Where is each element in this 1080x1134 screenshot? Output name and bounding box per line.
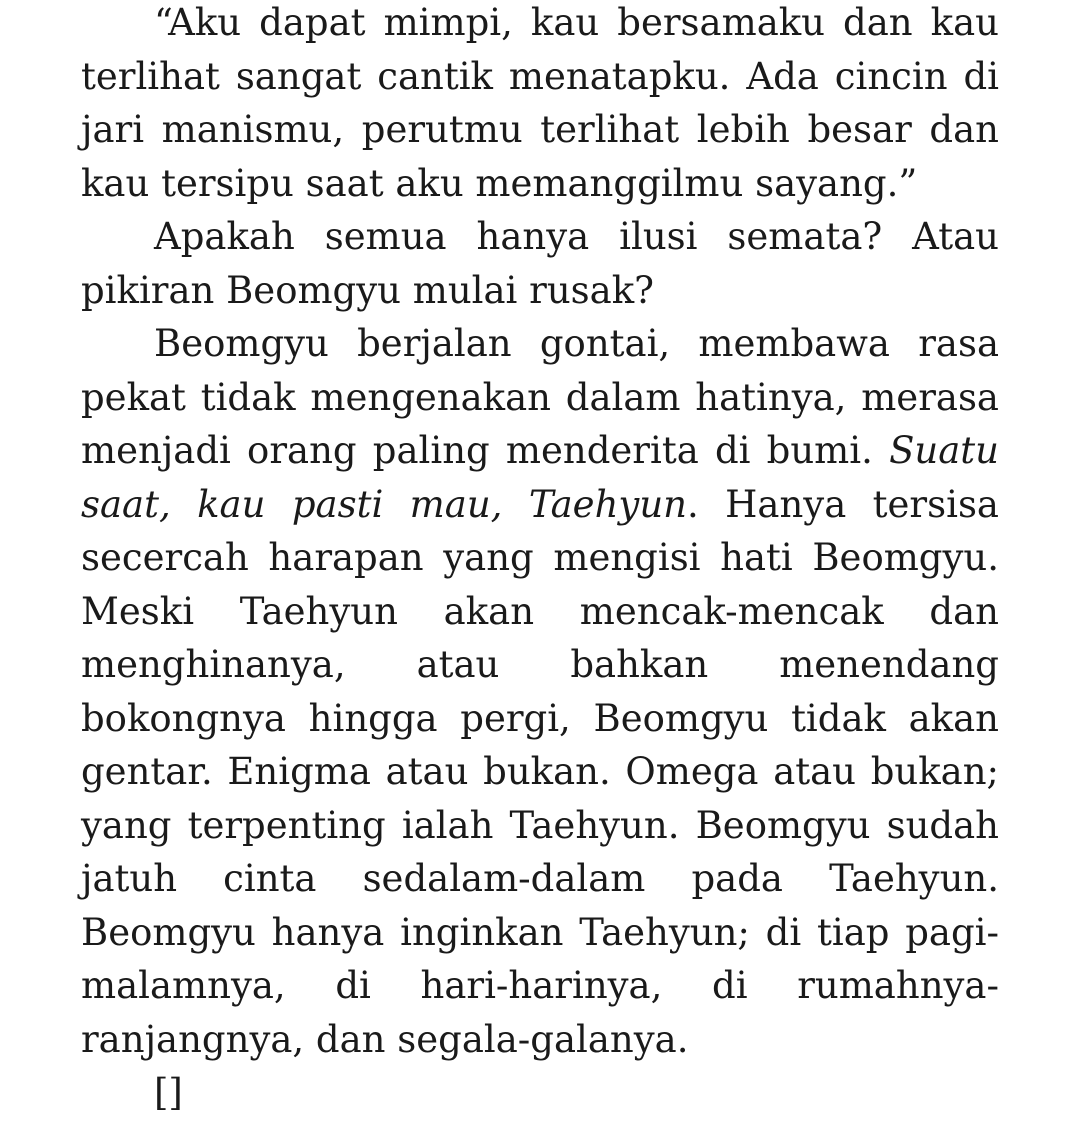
reading-page — [81, 0, 999, 1120]
narrative-paragraph — [81, 317, 999, 1066]
dialogue-paragraph: “Aku dapat mimpi, kau bersamaku dan kau terlihat sangat cantik menatapku. Ada cincin di jari manismu, perutmu terlihat lebih besar dan kau tersipu saat aku memanggilmu sayang.” — [81, 1, 999, 205]
narrative-text-before: Beomgyu berjalan gontai, membawa rasa pekat tidak mengenakan dalam hatinya, merasa menjadi orang paling menderita di bumi. — [81, 322, 999, 472]
italic-thought: Suatu saat, kau pasti mau, Taehyun — [81, 429, 999, 526]
narrative-text-after: . Hanya tersisa secercah harapan yang mengisi hati Beomgyu. Meski Taehyun akan mencak-mencak dan menghinanya, atau bahkan menendang bokongnya hingga pergi, Beomgyu tidak akan gentar. Enigma atau bukan. Omega atau bukan; yang terpenting ialah Taehyun. Beomgyu sudah jatuh cinta sedalam-dalam pada Taehyun. Beomgyu hanya inginkan Taehyun; di tiap pagi-malamnya, di hari-harinya, di rumahnya-ranjangnya, dan segala-galanya. — [81, 482, 999, 1061]
chapter-end-mark: [] — [154, 1071, 183, 1114]
question-paragraph: Apakah semua hanya ilusi semata? Atau pikiran Beomgyu mulai rusak? — [81, 215, 999, 312]
